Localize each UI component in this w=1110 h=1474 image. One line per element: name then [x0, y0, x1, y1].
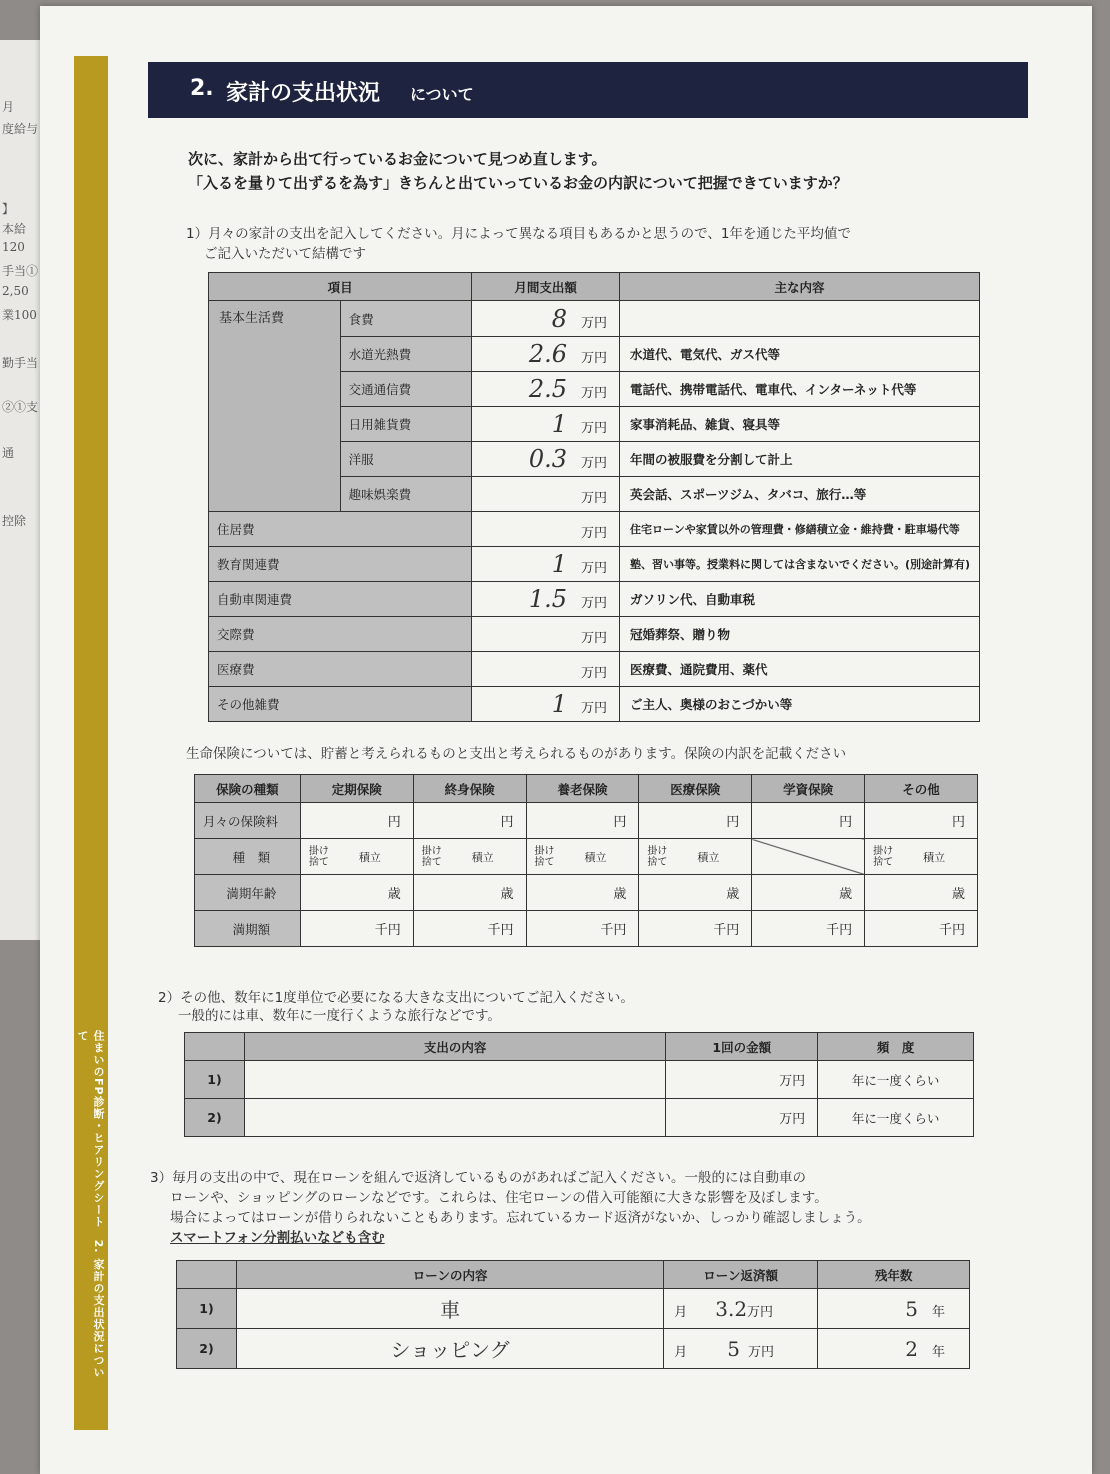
kakesute-option[interactable]: 掛け捨て [421, 845, 442, 868]
unit-label: 万円 [581, 421, 608, 436]
expense-content-field[interactable] [244, 1099, 665, 1137]
expense-content: 塾、習い事等。授業料に関しては含まないでください。(別途計算有) [620, 547, 980, 582]
expense-amount-field[interactable] [472, 617, 620, 652]
year-unit: 年 [931, 1344, 945, 1360]
expense-label: その他雑費 [209, 687, 472, 722]
expense-content [620, 301, 980, 337]
insurance-type: 定期保険 [300, 775, 413, 803]
unit-label: 万円 [581, 701, 608, 716]
large-expense-table [184, 1032, 974, 1137]
expense-content: 電話代、携帯電話代、電車代、インターネット代等 [620, 372, 980, 407]
premium-label: 月々の保険料 [195, 803, 301, 839]
bg-text: 通 [2, 446, 15, 460]
unit-label: 千円 [374, 923, 401, 938]
unit-label: 万円 [581, 631, 608, 646]
unit-label: 万円 [581, 491, 608, 506]
row-number: 1) [177, 1289, 237, 1329]
kind-field[interactable] [526, 839, 639, 875]
header-loan-repay: ローン返済額 [664, 1261, 818, 1289]
loan-years-field[interactable] [818, 1329, 970, 1369]
maturity-amount-field[interactable] [639, 911, 752, 947]
unit-label: 歳 [500, 887, 514, 902]
tsumitate-option[interactable]: 積立 [697, 850, 720, 864]
unit-label: 歳 [839, 887, 853, 902]
kind-label: 種 類 [195, 839, 301, 875]
bg-text: 本給 [2, 222, 27, 236]
tsumitate-option[interactable]: 積立 [358, 850, 381, 864]
loan-years: 5 [905, 1296, 918, 1321]
expense-value: 1 [551, 410, 567, 438]
expense-label: 水道光熱費 [340, 337, 472, 372]
insurance-type: 養老保険 [526, 775, 639, 803]
expense-label: 洋服 [340, 442, 472, 477]
maturity-amount-field[interactable] [865, 911, 978, 947]
expense-value: 8 [551, 304, 567, 333]
maturity-amount-field[interactable] [526, 911, 639, 947]
row-number: 2) [177, 1329, 237, 1369]
insurance-table [194, 774, 978, 947]
unit-label: 歳 [613, 887, 627, 902]
unit-label: 万円 [747, 1344, 774, 1360]
header-content: 主な内容 [620, 273, 980, 301]
premium-field[interactable] [526, 803, 639, 839]
expense-label: 日用雑貨費 [340, 407, 472, 442]
bg-text: 控除 [2, 514, 27, 528]
q2-instruction-2: 一般的には車、数年に一度行くような旅行などです。 [178, 1008, 501, 1024]
expense-content: ご主人、奥様のおこづかい等 [620, 687, 980, 722]
unit-label: 万円 [581, 561, 608, 576]
header-frequency: 頻 度 [818, 1033, 974, 1061]
expense-content: 医療費、通院費用、薬代 [620, 652, 980, 687]
expense-amount-field[interactable] [472, 582, 620, 617]
loan-repay-field[interactable] [664, 1329, 818, 1369]
expense-content: ガソリン代、自動車税 [620, 582, 980, 617]
expense-value: 2.5 [528, 375, 567, 403]
premium-field[interactable] [865, 803, 978, 839]
bg-text: 度給与 [2, 122, 39, 136]
section-title-suffix: について [410, 85, 474, 104]
unit-label: 千円 [487, 923, 514, 938]
kind-field-disabled [752, 839, 865, 875]
bg-text: 月 [2, 100, 15, 114]
expense-value: 0.3 [528, 445, 567, 473]
expense-label: 住居費 [209, 512, 472, 547]
expense-content-field[interactable] [244, 1061, 665, 1099]
unit-label: 歳 [951, 887, 965, 902]
insurance-type: 学資保険 [752, 775, 865, 803]
expense-amount-field[interactable] [472, 372, 620, 407]
row-number: 1) [185, 1061, 245, 1099]
row-number: 2) [185, 1099, 245, 1137]
header-loan-content: ローンの内容 [236, 1261, 663, 1289]
expense-amount-field[interactable] [472, 337, 620, 372]
kakesute-option[interactable]: 掛け捨て [534, 845, 555, 868]
unit-label: 万円 [581, 351, 608, 366]
frequency-text: 年に一度くらい [818, 1061, 974, 1099]
unit-label: 千円 [600, 923, 627, 938]
kind-field[interactable] [639, 839, 752, 875]
maturity-age-field[interactable] [413, 875, 526, 911]
q3-instruction-1: 3）毎月の支出の中で、現在ローンを組んで返済しているものがあればご記入ください。一般的には自動車の [150, 1170, 807, 1186]
header-item: 項目 [209, 273, 472, 301]
expense-content: 冠婚葬祭、贈り物 [620, 617, 980, 652]
maturity-age-field[interactable] [639, 875, 752, 911]
expense-amount-field[interactable] [472, 652, 620, 687]
tsumitate-option[interactable]: 積立 [471, 850, 494, 864]
maturity-amount-field[interactable] [413, 911, 526, 947]
bg-text: 業100 [2, 308, 37, 322]
header-amount: 月間支出額 [472, 273, 620, 301]
bg-text: 120 [2, 240, 25, 254]
month-label: 月 [674, 1344, 688, 1360]
loan-years-field[interactable] [818, 1289, 970, 1329]
bg-text: ②①支 [2, 400, 39, 414]
sidebar-caption: 住まいのFP診断・ヒアリングシート 2. 家計の支出状況について [76, 1030, 105, 1379]
frequency-text: 年に一度くらい [818, 1099, 974, 1137]
loan-table [176, 1260, 970, 1369]
header-blank [185, 1033, 245, 1061]
bg-text: 勤手当 [2, 356, 39, 370]
expense-amount-field[interactable] [666, 1099, 818, 1137]
maturity-age-field[interactable] [300, 875, 413, 911]
expense-content: 水道代、電気代、ガス代等 [620, 337, 980, 372]
intro-line-2: 「入るを量りて出ずるを為す」きちんと出ていっているお金の内訳について把握できていますか？ [188, 174, 848, 192]
tsumitate-option[interactable]: 積立 [584, 850, 607, 864]
kind-field[interactable] [300, 839, 413, 875]
unit-label: 円 [839, 815, 853, 830]
expense-label: 教育関連費 [209, 547, 472, 582]
expense-amount-field[interactable] [472, 407, 620, 442]
maturity-amount-field[interactable] [300, 911, 413, 947]
premium-field[interactable] [300, 803, 413, 839]
insurance-type: 終身保険 [413, 775, 526, 803]
expense-label: 交通通信費 [340, 372, 472, 407]
unit-label: 万円 [581, 386, 608, 401]
q3-instruction-2: ローンや、ショッピングのローンなどです。これらは、住宅ローンの借入可能額に大きな影響を及ぼします。 [170, 1190, 828, 1206]
header-content: 支出の内容 [244, 1033, 665, 1061]
unit-label: 千円 [826, 923, 853, 938]
kind-field[interactable] [413, 839, 526, 875]
maturity-amount-label: 満期額 [195, 911, 301, 947]
insurance-note: 生命保険については、貯蓄と考えられるものと支出と考えられるものがあります。保険の内訳を記載ください [186, 746, 847, 762]
premium-field[interactable] [752, 803, 865, 839]
unit-label: 円 [387, 815, 401, 830]
expense-value: 1 [551, 550, 567, 578]
monthly-expense-table [208, 272, 980, 722]
intro-line-1: 次に、家計から出て行っているお金について見つめ直します。 [188, 150, 607, 168]
maturity-age-field[interactable] [865, 875, 978, 911]
expense-amount-field[interactable] [472, 442, 620, 477]
expense-label: 交際費 [209, 617, 472, 652]
q2-instruction-1: 2）その他、数年に1度単位で必要になる大きな支出についてご記入ください。 [158, 990, 634, 1006]
section-number: 2. [190, 76, 214, 101]
unit-label: 円 [613, 815, 627, 830]
unit-label: 円 [726, 815, 740, 830]
unit-label: 万円 [581, 526, 608, 541]
month-label: 月 [674, 1304, 688, 1320]
insurance-type-header: 保険の種類 [195, 775, 301, 803]
unit-label: 万円 [779, 1112, 806, 1127]
kind-field[interactable] [865, 839, 978, 875]
expense-label: 自動車関連費 [209, 582, 472, 617]
expense-value: 2.6 [528, 340, 567, 368]
expense-amount-field[interactable] [472, 477, 620, 512]
basic-living-label: 基本生活費 [209, 301, 341, 512]
unit-label: 歳 [387, 887, 401, 902]
insurance-type: その他 [865, 775, 978, 803]
premium-field[interactable] [639, 803, 752, 839]
q3-instruction-3: 場合によってはローンが借りられないこともあります。忘れているカード返済がないか、しっかり確認しましょう。 [170, 1210, 871, 1226]
expense-amount-field[interactable] [472, 301, 620, 337]
unit-label: 万円 [747, 1304, 774, 1320]
bg-text: 2,50 [2, 284, 29, 298]
q1-instruction-1: 1）月々の家計の支出を記入してください。月によって異なる項目もあるかと思うので、1年を通じた平均値で [186, 226, 851, 242]
maturity-amount-field[interactable] [752, 911, 865, 947]
unit-label: 千円 [938, 923, 965, 938]
header-loan-years: 残年数 [818, 1261, 970, 1289]
kakesute-option[interactable]: 掛け捨て [873, 845, 894, 868]
loan-value: 3.2 [715, 1296, 748, 1321]
section-header [148, 62, 1028, 118]
unit-label: 円 [500, 815, 514, 830]
unit-label: 万円 [581, 596, 608, 611]
expense-amount-field[interactable] [472, 547, 620, 582]
year-unit: 年 [931, 1304, 945, 1320]
tsumitate-option[interactable]: 積立 [923, 850, 946, 864]
expense-content: 住宅ローンや家賃以外の管理費・修繕積立金・維持費・駐車場代等 [620, 512, 980, 547]
expense-label: 趣味娯楽費 [340, 477, 472, 512]
header-amount: 1回の金額 [666, 1033, 818, 1061]
q3-instruction-4: スマートフォン分割払いなども含む [170, 1230, 385, 1246]
expense-value: 1 [551, 690, 567, 718]
loan-content: 車 [440, 1298, 461, 1322]
expense-content: 年間の被服費を分割して計上 [620, 442, 980, 477]
expense-amount-field[interactable] [472, 512, 620, 547]
expense-content: 家事消耗品、雑貨、寝具等 [620, 407, 980, 442]
unit-label: 万円 [779, 1074, 806, 1089]
expense-value: 1.5 [528, 585, 567, 613]
bg-text: 】 [2, 202, 15, 216]
kakesute-option[interactable]: 掛け捨て [647, 845, 668, 868]
loan-years: 2 [905, 1336, 918, 1361]
header-blank [177, 1261, 237, 1289]
bg-text: 手当① [2, 264, 39, 278]
expense-amount-field[interactable] [472, 687, 620, 722]
loan-content: ショッピング [390, 1338, 510, 1362]
expense-label: 食費 [340, 301, 472, 337]
unit-label: 万円 [581, 315, 608, 331]
unit-label: 万円 [581, 666, 608, 681]
unit-label: 歳 [726, 887, 740, 902]
loan-value: 5 [727, 1336, 740, 1361]
q1-instruction-2: ご記入いただいて結構です [204, 246, 366, 262]
section-title: 家計の支出状況 [226, 81, 381, 106]
kakesute-option[interactable]: 掛け捨て [308, 845, 329, 868]
expense-label: 医療費 [209, 652, 472, 687]
unit-label: 円 [951, 815, 965, 830]
expense-amount-field[interactable] [666, 1061, 818, 1099]
maturity-age-field[interactable] [526, 875, 639, 911]
maturity-age-field[interactable] [752, 875, 865, 911]
unit-label: 万円 [581, 456, 608, 471]
insurance-type: 医療保険 [639, 775, 752, 803]
loan-repay-field[interactable] [664, 1289, 818, 1329]
expense-content: 英会話、スポーツジム、タバコ、旅行…等 [620, 477, 980, 512]
premium-field[interactable] [413, 803, 526, 839]
maturity-age-label: 満期年齢 [195, 875, 301, 911]
loan-content-field[interactable] [236, 1329, 663, 1369]
unit-label: 千円 [713, 923, 740, 938]
loan-content-field[interactable] [236, 1289, 663, 1329]
